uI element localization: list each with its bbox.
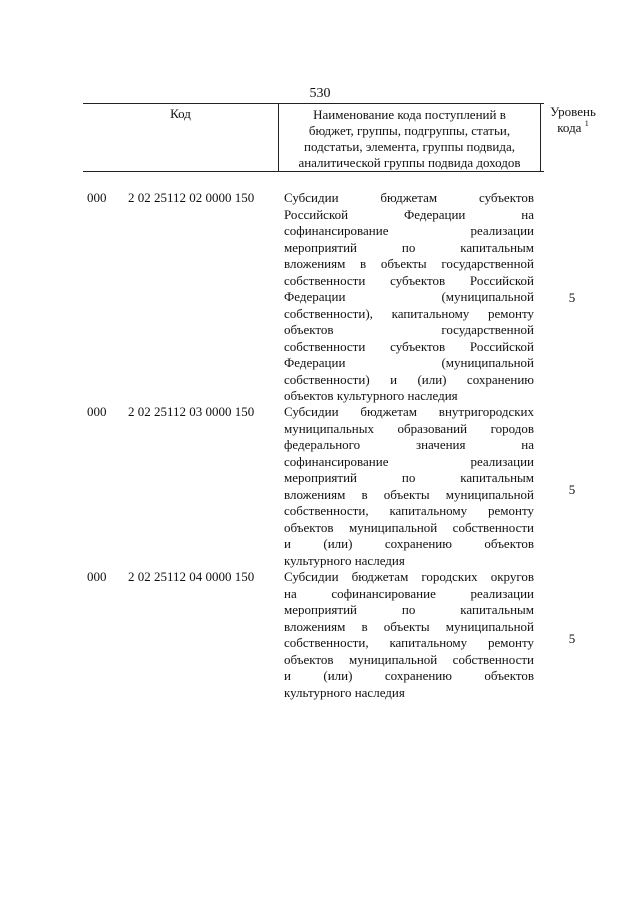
- code-level: 5: [568, 290, 576, 305]
- header-level: [538, 104, 608, 136]
- header-level-line: Уровень: [550, 104, 596, 119]
- revenue-name-line: культурного наследия: [284, 684, 405, 700]
- revenue-code: 2 02 25112 04 0000 150: [128, 569, 255, 584]
- revenue-name-line: собственности), капитальному ремонту: [284, 305, 534, 321]
- header-name: [278, 104, 541, 171]
- admin-code: 000: [87, 190, 107, 205]
- admin-code: 000: [87, 404, 107, 419]
- header-name-line: аналитической группы подвида доходов: [298, 155, 521, 170]
- revenue-name-line: вложениям в объекты муниципальной: [284, 618, 534, 634]
- revenue-name-line: культурного наследия: [284, 552, 405, 568]
- revenue-name-line: федерального значения на: [284, 437, 534, 452]
- footnote-mark: 1: [584, 119, 589, 128]
- revenue-name-line: мероприятий по капитальным: [284, 239, 534, 255]
- revenue-code: 2 02 25112 02 0000 150: [128, 190, 255, 205]
- header-name-line: бюджет, группы, подгруппы, статьи,: [308, 123, 511, 138]
- revenue-name-line: собственности, капитальному ремонту: [284, 503, 534, 518]
- revenue-name-line: и (или) сохранению объектов: [284, 536, 534, 551]
- revenue-name-line: Российской Федерации на: [284, 206, 534, 222]
- revenue-name: [284, 190, 534, 405]
- revenue-name-line: собственности субъектов Российской: [284, 272, 534, 288]
- revenue-name-line: Субсидии бюджетам субъектов: [284, 190, 534, 205]
- revenue-name-line: Субсидии бюджетам внутригородских: [284, 404, 534, 419]
- revenue-name-line: и (или) сохранению объектов: [284, 668, 534, 683]
- revenue-name-line: мероприятий по капитальным: [284, 470, 534, 485]
- code-level: 5: [568, 482, 576, 497]
- header-name-line: подстатьи, элемента, группы подвида,: [304, 139, 515, 154]
- revenue-name-line: объектов государственной: [284, 322, 534, 337]
- revenue-name-line: софинансирование реализации: [284, 223, 534, 238]
- revenue-name-line: собственности субъектов Российской: [284, 338, 534, 354]
- code-level: 5: [568, 631, 576, 646]
- revenue-name-line: софинансирование реализации: [284, 453, 534, 469]
- revenue-name-line: собственности, капитальному ремонту: [284, 635, 534, 650]
- revenue-name-line: объектов культурного наследия: [284, 388, 458, 403]
- admin-code: 000: [87, 569, 107, 584]
- page-number: 530: [309, 86, 331, 101]
- revenue-name-line: объектов муниципальной собственности: [284, 651, 534, 667]
- revenue-code: 2 02 25112 03 0000 150: [128, 404, 255, 419]
- revenue-name: [284, 404, 534, 569]
- header-code: Код: [170, 106, 191, 121]
- revenue-name-line: муниципальных образований городов: [284, 420, 534, 436]
- header-name-line: Наименование кода поступлений в: [313, 107, 506, 122]
- revenue-name-line: объектов муниципальной собственности: [284, 519, 534, 535]
- revenue-name: [284, 569, 534, 701]
- header-level-line: кода $^1$: [557, 119, 589, 135]
- revenue-name-line: вложениям в объекты муниципальной: [284, 486, 534, 502]
- revenue-name-line: собственности) и (или) сохранению: [284, 371, 534, 387]
- revenue-name-line: Федерации (муниципальной: [284, 289, 534, 304]
- revenue-name-line: Федерации (муниципальной: [284, 355, 534, 370]
- revenue-name-line: вложениям в объекты государственной: [284, 256, 534, 271]
- revenue-name-line: мероприятий по капитальным: [284, 602, 534, 617]
- table-header: [83, 103, 544, 172]
- revenue-name-line: на софинансирование реализации: [284, 585, 534, 601]
- revenue-name-line: Субсидии бюджетам городских округов: [284, 569, 534, 584]
